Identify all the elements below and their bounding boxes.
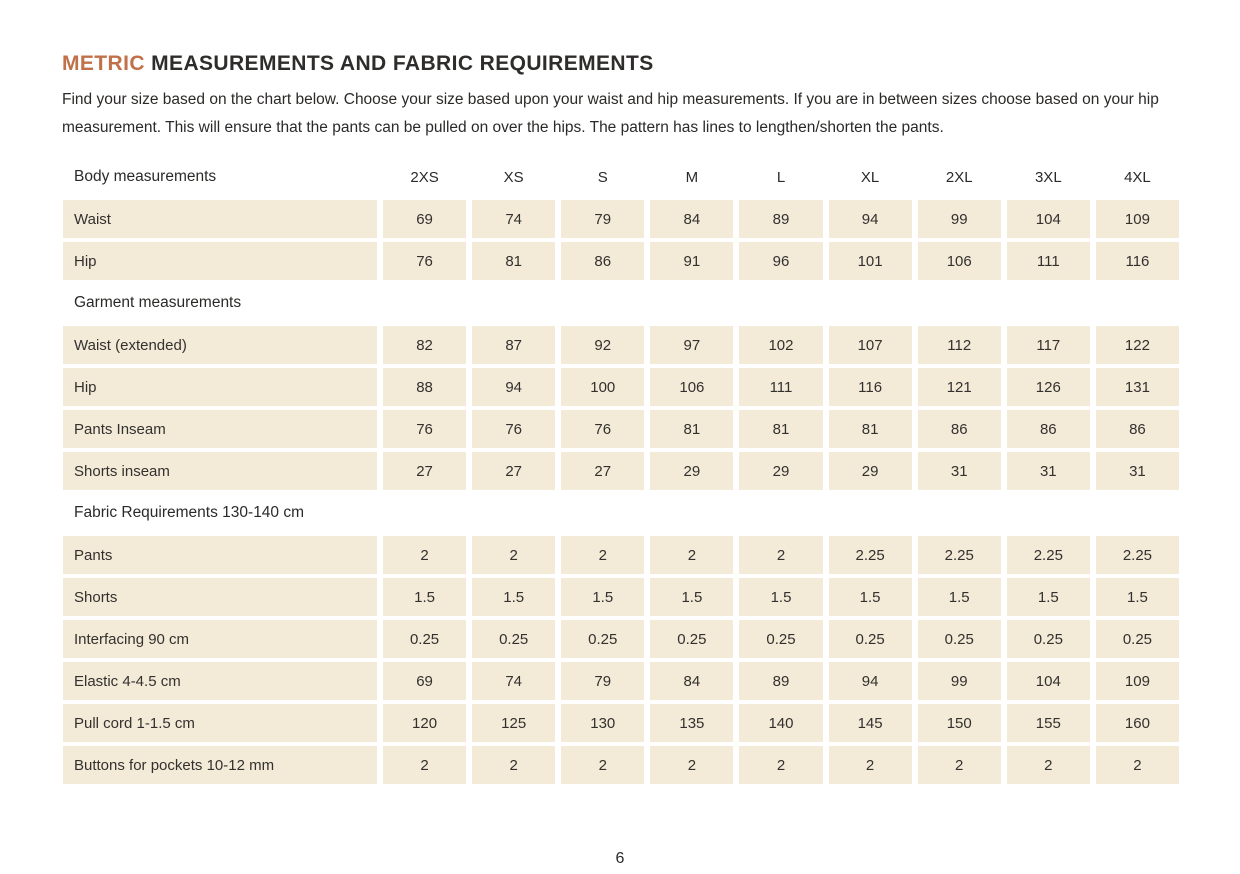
spacer-cell <box>383 494 466 532</box>
size-column-header: XL <box>860 168 880 186</box>
value-cell: 76 <box>383 242 466 280</box>
value-cell: 2 <box>829 746 912 784</box>
value-cell: 79 <box>561 662 644 700</box>
spacer-cell <box>1096 284 1179 322</box>
value-cell: 76 <box>383 410 466 448</box>
value-cell: 106 <box>650 368 733 406</box>
value-cell: 81 <box>472 242 555 280</box>
value-cell: 100 <box>561 368 644 406</box>
value-cell: 69 <box>383 200 466 238</box>
row-label: Shorts inseam <box>63 452 377 490</box>
value-cell: 2 <box>1096 746 1179 784</box>
row-label: Pants Inseam <box>63 410 377 448</box>
value-cell: 125 <box>472 704 555 742</box>
value-cell: 91 <box>650 242 733 280</box>
value-cell: 29 <box>650 452 733 490</box>
size-column-header: 2XS <box>410 168 439 186</box>
value-cell: 2 <box>739 746 822 784</box>
value-cell: 94 <box>829 200 912 238</box>
size-column-header: S <box>597 168 608 186</box>
spacer-cell <box>472 494 555 532</box>
value-cell: 135 <box>650 704 733 742</box>
value-cell: 2.25 <box>918 536 1001 574</box>
value-cell: 0.25 <box>1007 620 1090 658</box>
value-cell: 117 <box>1007 326 1090 364</box>
value-cell: 155 <box>1007 704 1090 742</box>
value-cell: 1.5 <box>1096 578 1179 616</box>
section-header: Garment measurements <box>74 294 242 311</box>
value-cell: 2 <box>472 536 555 574</box>
spacer-cell <box>1007 284 1090 322</box>
value-cell: 96 <box>739 242 822 280</box>
value-cell: 104 <box>1007 662 1090 700</box>
value-cell: 121 <box>918 368 1001 406</box>
value-cell: 87 <box>472 326 555 364</box>
row-label: Buttons for pockets 10-12 mm <box>63 746 377 784</box>
value-cell: 2 <box>650 746 733 784</box>
spacer-cell <box>383 284 466 322</box>
value-cell: 2 <box>383 536 466 574</box>
value-cell: 2 <box>1007 746 1090 784</box>
value-cell: 94 <box>472 368 555 406</box>
value-cell: 2.25 <box>829 536 912 574</box>
value-cell: 29 <box>739 452 822 490</box>
row-label: Waist <box>63 200 377 238</box>
row-label: Pull cord 1-1.5 cm <box>63 704 377 742</box>
value-cell: 1.5 <box>739 578 822 616</box>
size-column-header: M <box>685 168 699 186</box>
value-cell: 1.5 <box>561 578 644 616</box>
value-cell: 104 <box>1007 200 1090 238</box>
value-cell: 86 <box>1096 410 1179 448</box>
value-cell: 111 <box>739 368 822 406</box>
value-cell: 29 <box>829 452 912 490</box>
value-cell: 122 <box>1096 326 1179 364</box>
section-header: Fabric Requirements 130-140 cm <box>74 504 305 521</box>
page-title <box>62 52 1178 76</box>
value-cell: 27 <box>561 452 644 490</box>
value-cell: 0.25 <box>829 620 912 658</box>
value-cell: 107 <box>829 326 912 364</box>
row-label: Shorts <box>63 578 377 616</box>
value-cell: 1.5 <box>918 578 1001 616</box>
value-cell: 84 <box>650 200 733 238</box>
page-title-accent: METRIC <box>62 52 145 75</box>
value-cell: 81 <box>650 410 733 448</box>
row-label: Pants <box>63 536 377 574</box>
row-label: Hip <box>63 242 377 280</box>
spacer-cell <box>561 284 644 322</box>
value-cell: 27 <box>472 452 555 490</box>
value-cell: 74 <box>472 662 555 700</box>
spacer-cell <box>650 494 733 532</box>
section-header: Body measurements <box>74 168 217 185</box>
value-cell: 99 <box>918 200 1001 238</box>
value-cell: 131 <box>1096 368 1179 406</box>
value-cell: 81 <box>739 410 822 448</box>
spacer-cell <box>739 494 822 532</box>
value-cell: 0.25 <box>472 620 555 658</box>
spacer-cell <box>472 284 555 322</box>
value-cell: 120 <box>383 704 466 742</box>
value-cell: 0.25 <box>918 620 1001 658</box>
value-cell: 2.25 <box>1007 536 1090 574</box>
value-cell: 1.5 <box>829 578 912 616</box>
value-cell: 106 <box>918 242 1001 280</box>
value-cell: 81 <box>829 410 912 448</box>
value-cell: 86 <box>918 410 1001 448</box>
spacer-cell <box>829 284 912 322</box>
size-column-header: 3XL <box>1034 168 1062 186</box>
value-cell: 160 <box>1096 704 1179 742</box>
value-cell: 116 <box>1096 242 1179 280</box>
row-label: Elastic 4-4.5 cm <box>63 662 377 700</box>
size-column-header: 2XL <box>945 168 973 186</box>
value-cell: 130 <box>561 704 644 742</box>
value-cell: 31 <box>1007 452 1090 490</box>
value-cell: 0.25 <box>650 620 733 658</box>
spacer-cell <box>1007 494 1090 532</box>
value-cell: 1.5 <box>1007 578 1090 616</box>
page-number: 6 <box>615 850 625 867</box>
value-cell: 112 <box>918 326 1001 364</box>
value-cell: 2 <box>561 536 644 574</box>
size-column-header: 4XL <box>1124 168 1151 186</box>
value-cell: 74 <box>472 200 555 238</box>
value-cell: 0.25 <box>739 620 822 658</box>
size-column-header: L <box>776 168 786 186</box>
value-cell: 0.25 <box>561 620 644 658</box>
spacer-cell <box>1096 494 1179 532</box>
value-cell: 88 <box>383 368 466 406</box>
value-cell: 101 <box>829 242 912 280</box>
row-label: Interfacing 90 cm <box>63 620 377 658</box>
row-label: Hip <box>63 368 377 406</box>
value-cell: 116 <box>829 368 912 406</box>
value-cell: 1.5 <box>650 578 733 616</box>
value-cell: 2 <box>739 536 822 574</box>
page-title-rest: MEASUREMENTS AND FABRIC REQUIREMENTS <box>144 52 654 75</box>
spacer-cell <box>650 284 733 322</box>
row-label: Waist (extended) <box>63 326 377 364</box>
value-cell: 86 <box>1007 410 1090 448</box>
size-table <box>63 158 1179 784</box>
value-cell: 109 <box>1096 662 1179 700</box>
value-cell: 94 <box>829 662 912 700</box>
value-cell: 1.5 <box>472 578 555 616</box>
value-cell: 86 <box>561 242 644 280</box>
value-cell: 150 <box>918 704 1001 742</box>
spacer-cell <box>561 494 644 532</box>
value-cell: 31 <box>1096 452 1179 490</box>
value-cell: 84 <box>650 662 733 700</box>
value-cell: 2 <box>383 746 466 784</box>
value-cell: 89 <box>739 662 822 700</box>
value-cell: 2.25 <box>1096 536 1179 574</box>
value-cell: 0.25 <box>383 620 466 658</box>
value-cell: 2 <box>561 746 644 784</box>
spacer-cell <box>829 494 912 532</box>
value-cell: 31 <box>918 452 1001 490</box>
spacer-cell <box>918 494 1001 532</box>
spacer-cell <box>739 284 822 322</box>
spacer-cell <box>918 284 1001 322</box>
value-cell: 82 <box>383 326 466 364</box>
intro-paragraph: Find your size based on the chart below. Choose your size based upon your waist and hip measurements. If you are in between sizes choose based on your hip measurement. This will ensure that the pants can be pulled on over the hips. The pattern has lines to lengthen/shorten the pants. <box>62 91 1159 136</box>
value-cell: 0.25 <box>1096 620 1179 658</box>
value-cell: 2 <box>472 746 555 784</box>
value-cell: 109 <box>1096 200 1179 238</box>
value-cell: 76 <box>472 410 555 448</box>
value-cell: 99 <box>918 662 1001 700</box>
value-cell: 111 <box>1007 242 1090 280</box>
value-cell: 79 <box>561 200 644 238</box>
size-column-header: XS <box>503 168 524 186</box>
value-cell: 145 <box>829 704 912 742</box>
value-cell: 89 <box>739 200 822 238</box>
value-cell: 102 <box>739 326 822 364</box>
value-cell: 1.5 <box>383 578 466 616</box>
value-cell: 140 <box>739 704 822 742</box>
value-cell: 2 <box>918 746 1001 784</box>
value-cell: 69 <box>383 662 466 700</box>
value-cell: 126 <box>1007 368 1090 406</box>
value-cell: 76 <box>561 410 644 448</box>
value-cell: 92 <box>561 326 644 364</box>
value-cell: 97 <box>650 326 733 364</box>
value-cell: 27 <box>383 452 466 490</box>
value-cell: 2 <box>650 536 733 574</box>
